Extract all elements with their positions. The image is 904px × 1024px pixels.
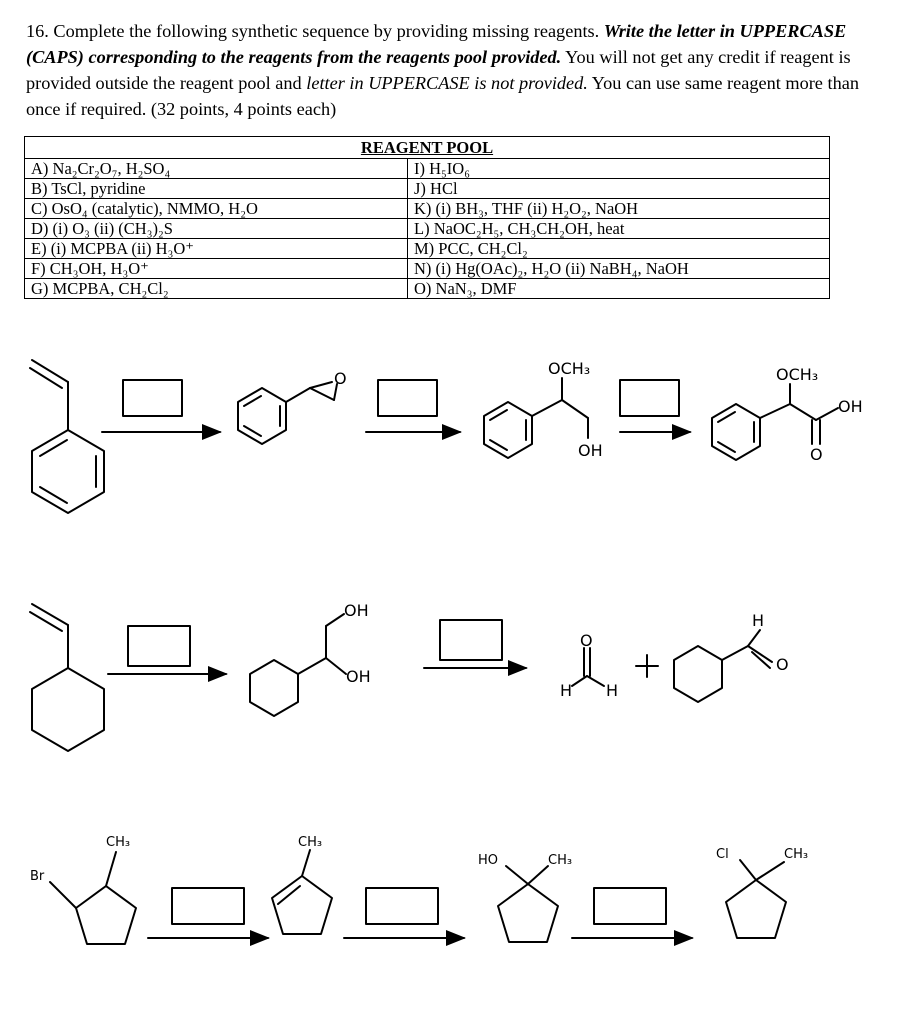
reagent-j: J) HCl — [408, 179, 830, 199]
question-instruction: Write the letter in UPPERCASE (CAPS) corresponding to the reagents from the reagents pool provided. — [26, 21, 847, 67]
reagent-e: E) (i) MCPBA (ii) H₃O⁺ — [25, 239, 408, 259]
ch3-label-a: CH₃ — [106, 835, 131, 850]
ch3-label-d: CH₃ — [784, 847, 809, 862]
och3-label-a: OCH₃ — [548, 359, 591, 378]
reagent-m: M) PCC, CH₂Cl₂ — [408, 239, 830, 259]
reagent-l: L) NaOC₂H₅, CH₃CH₂OH, heat — [408, 219, 830, 239]
answer-box-1[interactable] — [123, 380, 182, 416]
reagent-a: A) Na₂Cr₂O₇, H₂SO₄ — [25, 159, 408, 179]
oh-top-label: OH — [344, 601, 369, 620]
reagent-g: G) MCPBA, CH₂Cl₂ — [25, 279, 408, 299]
answer-box-6[interactable] — [172, 888, 244, 924]
reagent-k: K) (i) BH₃, THF (ii) H₂O₂, NaOH — [408, 199, 830, 219]
answer-box-7[interactable] — [366, 888, 438, 924]
epoxide-o-label: O — [334, 369, 347, 388]
reagent-pool-title: REAGENT POOL — [25, 137, 830, 159]
oh-label-b: OH — [838, 397, 863, 416]
answer-box-8[interactable] — [594, 888, 666, 924]
styrene-molecule — [30, 360, 104, 513]
formaldehyde-o-label: O — [580, 631, 593, 650]
carbonyl-o-label: O — [810, 445, 823, 464]
vinylcyclohexane-molecule — [30, 604, 104, 751]
och3-label-b: OCH₃ — [776, 365, 819, 384]
reagent-b: B) TsCl, pyridine — [25, 179, 408, 199]
formaldehyde-h-left: H — [560, 681, 573, 700]
aldehyde-o-label: O — [776, 655, 789, 674]
plus-sign-text: + — [646, 667, 647, 668]
ho-label: HO — [478, 853, 499, 868]
ch3-label-b: CH₃ — [298, 835, 323, 850]
reagent-i: I) H₅IO₆ — [408, 159, 830, 179]
formaldehyde-h-right: H — [606, 681, 619, 700]
question-tail: You can use same reagent more than once if required. (32 points, 4 points each) — [26, 73, 859, 119]
diol-molecule — [250, 614, 346, 716]
ch3-label-c: CH₃ — [548, 853, 573, 868]
formaldehyde-molecule — [572, 648, 604, 686]
cyclohexanecarbaldehyde-molecule — [674, 630, 772, 702]
methylcyclopentanol-molecule — [498, 866, 558, 942]
reagent-o: O) NaN₃, DMF — [408, 279, 830, 299]
br-label: Br — [30, 869, 45, 884]
chloromethylcyclopentane-molecule — [726, 860, 786, 938]
styrene-oxide-molecule — [238, 382, 337, 444]
question-warning-italic: letter in UPPERCASE is not provided. — [306, 73, 588, 93]
reagent-f: F) CH₃OH, H₃O⁺ — [25, 259, 408, 279]
answer-box-5[interactable] — [440, 620, 502, 660]
reagent-n: N) (i) Hg(OAc)₂, H₂O (ii) NaBH₄, NaOH — [408, 259, 830, 279]
question-intro: 16. Complete the following synthetic sequence by providing missing reagents. — [26, 21, 604, 41]
aldehyde-h-label: H — [752, 611, 765, 630]
oh-bottom-label: OH — [346, 667, 371, 686]
methoxy-alcohol-molecule — [484, 378, 588, 458]
cl-label: Cl — [716, 847, 729, 862]
reagent-d: D) (i) O₃ (ii) (CH₃)₂S — [25, 219, 408, 239]
question-warning: You will not get any credit if reagent is provided outside the reagent pool and — [26, 47, 851, 93]
answer-box-2[interactable] — [378, 380, 437, 416]
answer-box-4[interactable] — [128, 626, 190, 666]
oh-label-a: OH — [578, 441, 603, 460]
reagent-c: C) OsO₄ (catalytic), NMMO, H₂O — [25, 199, 408, 219]
methylcyclopentene-molecule — [272, 850, 332, 934]
answer-box-3[interactable] — [620, 380, 679, 416]
bromomethylcyclopentane-molecule — [50, 852, 136, 944]
